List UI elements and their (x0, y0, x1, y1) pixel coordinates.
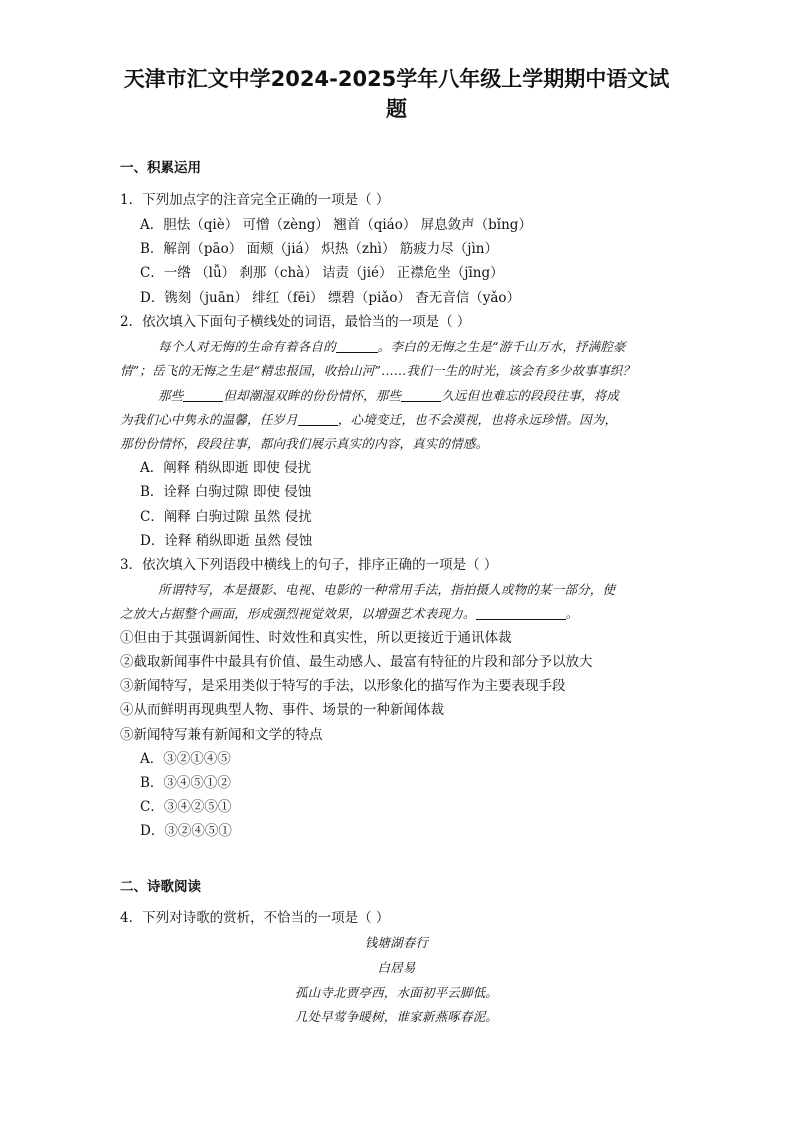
q2-passage-line-5: 那份份情怀，段段往事，都向我们展示真实的内容，真实的情感。 (120, 436, 489, 451)
q3-passage-line-2 (120, 604, 578, 624)
q3-stem: 3．依次填入下列语段中横线上的句子，排序正确的一项是（ ） (120, 557, 498, 573)
q1-option-c: C．一绺 （lǚ） 刹那（chà） 诘责（jié） 正襟危坐（jīng） (140, 265, 504, 281)
q2-option-d: D．诠释 稍纵即逝 虽然 侵蚀 (140, 533, 313, 549)
title-line-2: 题 (386, 97, 407, 121)
q3-option-a: A．③②①④⑤ (140, 751, 231, 767)
q3-sentence-3: ③新闻特写，是采用类似于特写的手法，以形象化的描写作为主要表现手段 (120, 678, 566, 694)
section-heading-1: 一、积累运用 (120, 160, 201, 176)
q1-option-d: D．镌刻（juān） 绯红（fēi） 缥碧（piǎo） 杳无音信（yǎo） (140, 290, 521, 306)
q2-passage-text: 。李白的无悔之生是“游千山万水，抒满腔豪 (377, 339, 626, 354)
q3-passage-end: 。 (565, 606, 579, 621)
q2-passage-text: 每个人对无悔的生命有着各自的 (158, 339, 336, 354)
q1-option-b: B．解剖（pāo） 面颊（jiá） 炽热（zhì） 筋疲力尽（jìn） (140, 241, 498, 257)
q2-passage-text: 为我们心中隽永的温馨，任岁月 (120, 412, 298, 427)
answer-blank (183, 387, 223, 402)
q4-stem: 4．下列对诗歌的赏析，不恰当的一项是（ ） (120, 910, 390, 926)
q1-stem: 1．下列加点字的注音完全正确的一项是（ ） (120, 192, 390, 208)
q3-passage-line-1: 所谓特写，本是摄影、电视、电影的一种常用手法，指拍摄人或物的某一部分，使 (158, 582, 616, 597)
q3-sentence-2: ②截取新闻事件中最具有价值、最生动感人、最富有特征的片段和部分予以放大 (120, 654, 593, 670)
q3-sentence-5: ⑤新闻特写兼有新闻和文学的特点 (120, 727, 323, 743)
poem-line-1: 孤山寺北贾亭西，水面初平云脚低。 (294, 985, 499, 1000)
title-line-1: 天津市汇文中学2024-2025学年八年级上学期期中语文试 (123, 67, 670, 91)
q1-option-a: A．胆怯（qiè） 可憎（zèng） 翘首（qiáo） 屏息敛声（bǐng） (140, 217, 532, 233)
poem-title: 钱塘湖春行 (364, 935, 429, 950)
page-title (100, 64, 693, 124)
q2-passage-line-2: 情”；岳飞的无悔之生是“精忠报国，收拾山河”……我们一生的时光，该会有多少故事事织？ (120, 363, 636, 378)
q3-sentence-4: ④从而鲜明再现典型人物、事件、场景的一种新闻体裁 (120, 702, 444, 718)
answer-blank (336, 338, 378, 353)
q2-passage-line-1 (158, 337, 626, 357)
poem-author: 白居易 (377, 960, 416, 975)
q3-passage-text: 之放大占据整个画面，形成强烈视觉效果，以增强艺术表现力。 (120, 606, 476, 621)
q2-passage-text: 那些 (158, 388, 184, 403)
q2-option-c: C．阐释 白驹过隙 虽然 侵扰 (140, 509, 312, 525)
q2-passage-text: 但却潮湿双眸的份份情怀，那些 (223, 388, 402, 403)
q3-sentence-1: ①但由于其强调新闻性、时效性和真实性，所以更接近于通讯体裁 (120, 630, 512, 646)
section-heading-2: 二、诗歌阅读 (120, 879, 201, 895)
q2-option-b: B．诠释 白驹过隙 即使 侵蚀 (140, 484, 312, 500)
q2-passage-line-3 (158, 386, 619, 406)
q3-option-c: C．③④②⑤① (140, 799, 232, 815)
q2-passage-text: 久远但也难忘的段段往事，将成 (441, 388, 620, 403)
q2-passage-text: ，心境变迁，也不会漠视，也将永远珍惜。因为， (337, 412, 618, 427)
q2-option-a: A．阐释 稍纵即逝 即使 侵扰 (140, 460, 312, 476)
answer-blank (401, 387, 441, 402)
q2-stem: 2．依次填入下面句子横线处的词语，最恰当的一项是（ ） (120, 314, 471, 330)
answer-blank (476, 605, 566, 620)
q3-option-b: B．③④⑤①② (140, 775, 231, 791)
answer-blank (298, 411, 338, 426)
poem-line-2: 几处早莺争暖树，谁家新燕啄春泥。 (294, 1009, 499, 1024)
q3-option-d: D．③②④⑤① (140, 823, 232, 839)
q2-passage-line-4 (120, 410, 617, 430)
